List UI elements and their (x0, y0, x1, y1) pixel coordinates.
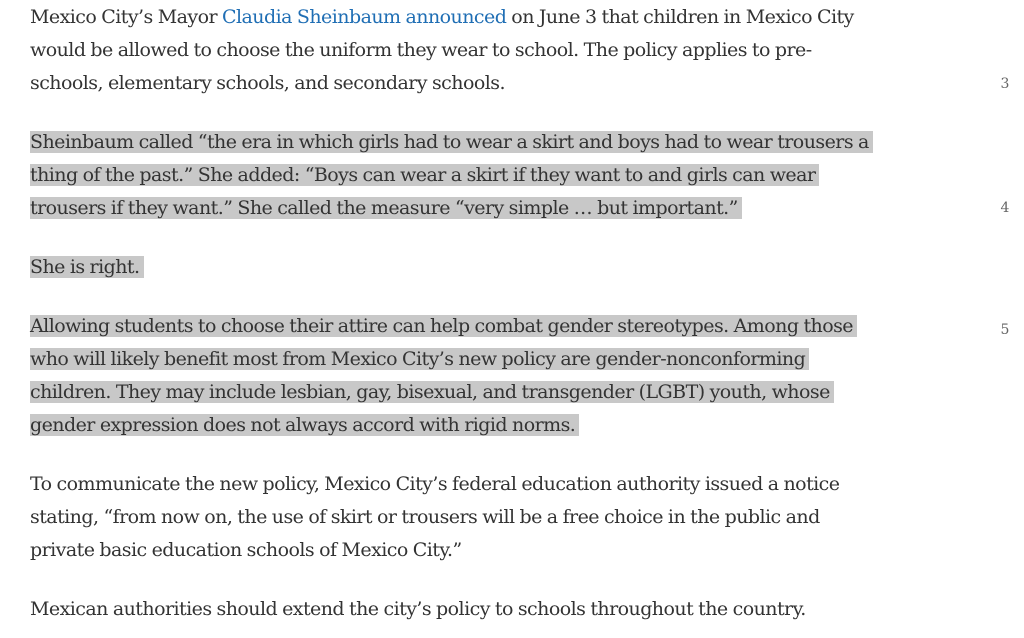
paragraph-line: To communicate the new policy, Mexico City’s federal education authority issued a notice (30, 473, 840, 495)
highlighted-text: who will likely benefit most from Mexico City’s new policy are gender-nonconforming (30, 348, 809, 370)
paragraph-line (30, 251, 870, 284)
paragraph-4 (30, 310, 870, 442)
highlighted-text: trousers if they want.” She called the measure “very simple … but important.” (30, 197, 742, 219)
line-text: Mexico City’s Mayor (30, 6, 223, 28)
paragraph-line: Mexican authorities should extend the city’s policy to schools throughout the country. (30, 598, 806, 620)
paragraph-line: private basic education schools of Mexico City.” (30, 539, 462, 561)
paragraph-line: would be allowed to choose the uniform they wear to school. The policy applies to pre- (30, 39, 812, 61)
paragraph-line (30, 159, 870, 192)
paragraph-line (30, 192, 870, 225)
paragraph-line (30, 310, 870, 343)
highlighted-text: gender expression does not always accord with rigid norms. (30, 414, 579, 436)
line-text: on June 3 that children in Mexico City (506, 6, 854, 28)
paragraph-3 (30, 251, 870, 284)
highlighted-text: children. They may include lesbian, gay, bisexual, and transgender (LGBT) youth, whose (30, 381, 834, 403)
paragraph-number-marker[interactable]: 4 (1000, 200, 1010, 216)
paragraph-6 (30, 593, 870, 626)
paragraph-5 (30, 468, 870, 567)
paragraph-line (30, 409, 870, 442)
paragraph-line (30, 126, 870, 159)
highlighted-text: thing of the past.” She added: “Boys can wear a skirt if they want to and girls can wear (30, 164, 819, 186)
paragraph-number-marker[interactable]: 5 (1000, 322, 1010, 338)
paragraph-2 (30, 126, 870, 225)
highlighted-text: Allowing students to choose their attire can help combat gender stereotypes. Among those (30, 315, 857, 337)
paragraph-line: schools, elementary schools, and secondary schools. (30, 72, 505, 94)
sheinbaum-announced-link[interactable]: Claudia Sheinbaum announced (222, 6, 507, 28)
highlighted-text: She is right. (30, 256, 144, 278)
paragraph-1 (30, 1, 870, 100)
paragraph-line (30, 1, 870, 34)
paragraph-line (30, 343, 870, 376)
paragraph-number-marker[interactable]: 3 (1000, 76, 1010, 92)
paragraph-line: stating, “from now on, the use of skirt or trousers will be a free choice in the public and (30, 506, 820, 528)
paragraph-line (30, 376, 870, 409)
highlighted-text: Sheinbaum called “the era in which girls had to wear a skirt and boys had to wear trousers a (30, 131, 873, 153)
